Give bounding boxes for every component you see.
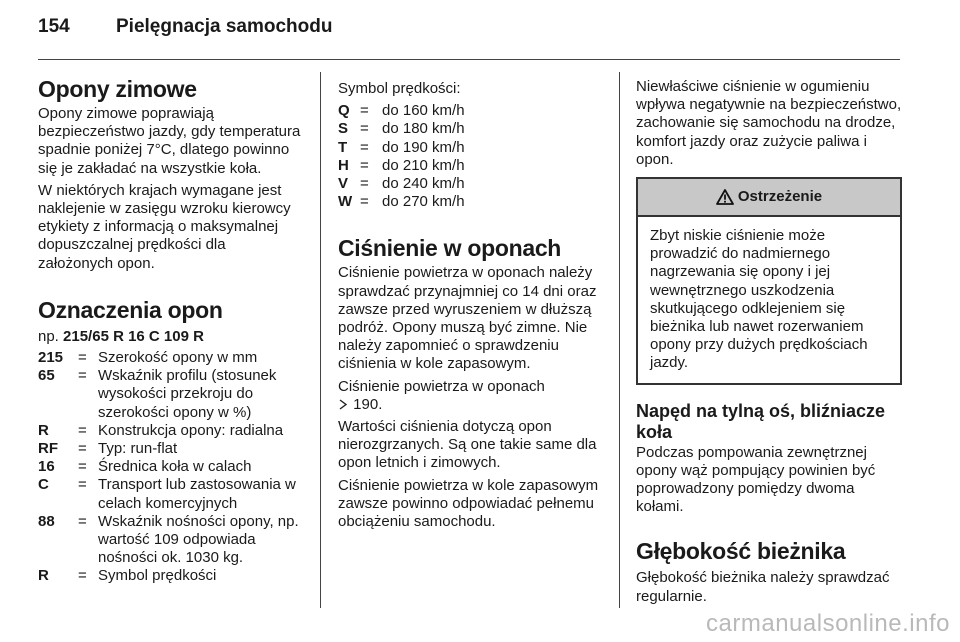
page-reference-link[interactable]: 190. <box>353 395 383 413</box>
paragraph: Głębokość bieżnika należy sprawdzać regularnie. <box>636 569 890 605</box>
code-term: 88 <box>38 512 55 530</box>
code-definition: Symbol prędkości <box>98 567 217 585</box>
code-term: C <box>38 476 49 494</box>
equals-sign: = <box>78 421 87 439</box>
equals-sign: = <box>78 349 87 367</box>
paragraph-text: Ciśnienie powietrza w oponach <box>338 377 545 395</box>
list-item <box>338 193 608 211</box>
code-definition: Szerokość opony w mm <box>98 349 258 367</box>
warning-triangle-icon <box>716 189 734 205</box>
list-item <box>38 349 304 367</box>
column-2 <box>338 76 608 531</box>
paragraph-pressure-ref <box>338 378 608 414</box>
example-line <box>38 328 304 346</box>
watermark: carmanualsonline.info <box>706 610 950 637</box>
equals-sign: = <box>78 367 87 385</box>
speed-definition: do 190 km/h <box>382 138 465 156</box>
warning-body: Zbyt niskie ciśnienie może prowadzić do nadmiernego nagrzewania się opony i jej wewnętrznego uszkodzenia skutkującego odklejeniem się bieżnika lub nawet rozerwaniem opony przy dużych prędkościach jazdy. <box>650 227 868 372</box>
code-definition: Wskaźnik nośności opony, np. wartość 109 odpowiada nośności ok. 1030 kg. <box>98 512 299 567</box>
list-item <box>38 367 304 422</box>
list-item <box>38 440 304 458</box>
column-3 <box>636 76 902 606</box>
list-item <box>38 567 304 585</box>
speed-symbol-intro: Symbol prędkości: <box>338 80 461 97</box>
speed-term: W <box>338 193 353 211</box>
list-item <box>38 422 304 440</box>
equals-sign: = <box>360 138 369 156</box>
speed-symbol-list <box>338 102 608 211</box>
column-divider-2 <box>619 72 620 608</box>
page-header <box>38 16 900 46</box>
example-prefix: np. <box>38 327 64 345</box>
cross-reference-icon <box>338 396 349 413</box>
code-definition: Transport lub zastosowania w celach komercyjnych <box>98 476 296 512</box>
paragraph: Wartości ciśnienia dotyczą opon nierozgrzanych. Są one takie same dla opon letnich i zimowych. <box>338 418 597 472</box>
code-definition: Wskaźnik profilu (stosunek wysokości przekroju do szerokości opony w %) <box>98 367 277 421</box>
list-item <box>38 513 304 568</box>
code-definition: Konstrukcja opony: radialna <box>98 421 284 439</box>
equals-sign: = <box>78 458 87 476</box>
code-definition: Typ: run-flat <box>98 440 178 458</box>
section-title-tyre-pressure: Ciśnienie w oponach <box>338 235 562 262</box>
code-term: 16 <box>38 458 55 476</box>
equals-sign: = <box>360 156 369 174</box>
example-code: 215/65 R 16 C 109 R <box>63 327 204 345</box>
paragraph: Podczas pompowania zewnętrznej opony wąż pompujący powinien być poprowadzony pomiędzy dwoma kołami. <box>636 443 876 516</box>
code-term: RF <box>38 440 58 458</box>
list-item <box>38 458 304 476</box>
equals-sign: = <box>78 440 87 458</box>
equals-sign: = <box>78 476 87 494</box>
warning-title: Ostrzeżenie <box>737 187 823 205</box>
page-number: 154 <box>38 16 70 37</box>
equals-sign: = <box>360 175 369 193</box>
list-item <box>338 102 608 120</box>
equals-sign: = <box>360 193 369 211</box>
section-title-tyre-designations: Oznaczenia opon <box>38 296 223 323</box>
speed-definition: do 240 km/h <box>382 175 465 193</box>
section-title-winter-tyres: Opony zimowe <box>38 76 197 102</box>
equals-sign: = <box>78 567 87 585</box>
column-1 <box>38 76 304 586</box>
equals-sign: = <box>360 120 369 138</box>
speed-definition: do 270 km/h <box>382 193 465 211</box>
warning-box <box>636 177 902 385</box>
speed-definition: do 180 km/h <box>382 120 465 138</box>
speed-term: H <box>338 156 349 174</box>
speed-term: T <box>338 138 348 156</box>
code-term: 65 <box>38 367 55 385</box>
code-term: R <box>38 567 49 585</box>
equals-sign: = <box>360 102 369 120</box>
list-item <box>338 157 608 175</box>
list-item <box>338 120 608 138</box>
section-title-tread-depth: Głębokość bieżnika <box>636 538 846 565</box>
speed-term: Q <box>338 102 350 120</box>
running-title: Pielęgnacja samochodu <box>116 16 333 37</box>
code-definition: Średnica koła w calach <box>98 458 252 476</box>
equals-sign: = <box>78 512 87 530</box>
paragraph: Ciśnienie powietrza w kole zapasowym zawsze powinno odpowiadać pełnemu obciążeniu samochodu. <box>338 476 599 531</box>
section-title-rear-axle-twin-wheels: Napęd na tylną oś, bliźniacze koła <box>636 400 886 442</box>
paragraph: Ciśnienie powietrza w oponach należy sprawdzać przynajmniej co 14 dni oraz zawsze przed wyruszeniem w dłuższą podróż. Opony muszą być zimne. Nie należy zapomnieć o sprawdzeniu ciśnienia w kole zapasowym. <box>338 264 597 373</box>
list-item <box>338 139 608 157</box>
paragraph: Opony zimowe poprawiają bezpieczeństwo jazdy, gdy temperatura spadnie poniżej 7°C, dlatego powinno się je zakładać na wszystkie koła. <box>38 105 301 177</box>
list-item <box>338 175 608 193</box>
code-term: R <box>38 421 49 439</box>
speed-definition: do 160 km/h <box>382 102 465 120</box>
speed-term: S <box>338 120 349 138</box>
paragraph: W niektórych krajach wymagane jest naklejenie w zasięgu wzroku kierowcy etykiety z informacją o maksymalnej dopuszczalnej prędkości dla założonych opon. <box>38 181 291 272</box>
speed-definition: do 210 km/h <box>382 156 465 174</box>
code-term: 215 <box>38 349 64 367</box>
column-divider-1 <box>320 72 321 608</box>
warning-header <box>638 179 900 217</box>
header-rule <box>38 59 900 60</box>
list-item <box>38 476 304 512</box>
speed-term: V <box>338 175 349 193</box>
tyre-code-list <box>38 349 304 586</box>
paragraph: Niewłaściwe ciśnienie w ogumieniu wpływa negatywnie na bezpieczeństwo, zachowanie się samochodu na drodze, komfort jazdy oraz zużycie paliwa i opon. <box>636 78 902 168</box>
